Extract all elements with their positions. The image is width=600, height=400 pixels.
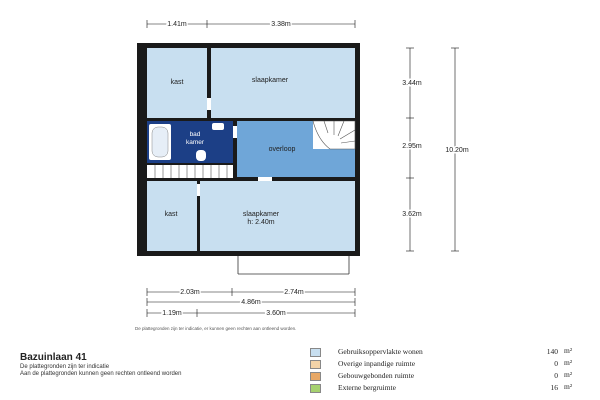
dim-bottom-4: 3.60m	[266, 310, 286, 317]
dim-right-1: 3.44m	[402, 80, 422, 87]
legend-value: 16	[550, 383, 558, 392]
label-slaapkamer-bottom: slaapkamer	[242, 211, 280, 218]
legend-row	[310, 359, 580, 371]
label-slaapkamer-top: slaapkamer	[251, 77, 289, 84]
legend-value: 0	[554, 371, 558, 380]
label-slaapkamer-bottom-height: h: 2.40m	[247, 219, 275, 226]
dim-top-left: 1.41m	[167, 21, 187, 28]
toilet-icon	[196, 150, 206, 161]
bathtub-icon	[149, 124, 171, 160]
disclaimer-line-1: De plattegronden zijn ter indicatie	[20, 364, 110, 370]
dim-bottom-total: 4.86m	[241, 299, 261, 306]
property-title: Bazuinlaan 41	[20, 352, 87, 363]
legend-unit: m²	[564, 358, 573, 367]
disclaimer-line-2: Aan de plattegronden kunnen geen rechten ontleend worden	[20, 371, 182, 377]
plan-caption: De plattegronden zijn ter indicatie, er kunnen geen rechten aan ontleend worden.	[135, 326, 297, 331]
legend-unit: m²	[564, 346, 573, 355]
balcony	[238, 256, 349, 274]
legend-row	[310, 347, 580, 359]
dim-bottom-1: 2.03m	[180, 289, 200, 296]
dim-right-3: 3.62m	[402, 211, 422, 218]
legend-value: 140	[546, 347, 558, 356]
legend-swatch	[310, 372, 321, 381]
dimension-bottom-row1	[147, 288, 355, 296]
label-kast-bottom: kast	[164, 211, 178, 218]
legend-swatch	[310, 360, 321, 369]
dim-right-total: 10.20m	[445, 147, 469, 154]
legend-unit: m²	[564, 370, 573, 379]
legend-value: 0	[554, 359, 558, 368]
dim-right-2: 2.95m	[402, 143, 422, 150]
room-stair-area	[147, 165, 233, 178]
dim-top-right: 3.38m	[271, 21, 291, 28]
door-kast-top	[207, 98, 211, 110]
label-kast-top: kast	[170, 79, 184, 86]
legend-label: Gebruiksoppervlakte wonen	[338, 347, 423, 356]
label-badkamer-2: kamer	[185, 139, 205, 146]
legend-label: Overige inpandige ruimte	[338, 359, 416, 368]
door-kast-bottom	[197, 184, 200, 196]
dim-bottom-3: 1.19m	[162, 310, 182, 317]
door-slaapkamer-bottom	[258, 177, 272, 181]
legend-label: Externe bergruimte	[338, 383, 396, 392]
door-badkamer	[233, 126, 237, 138]
legend-row	[310, 371, 580, 383]
dim-bottom-2: 2.74m	[284, 289, 304, 296]
stair-spiral	[313, 121, 355, 149]
legend-unit: m²	[564, 382, 573, 391]
legend-row	[310, 383, 580, 395]
area-legend	[310, 347, 580, 395]
legend-swatch	[310, 348, 321, 357]
label-overloop: overloop	[268, 146, 296, 153]
label-badkamer-1: bad	[189, 131, 201, 138]
legend-label: Gebouwgebonden ruimte	[338, 371, 415, 380]
sink-icon	[212, 123, 224, 130]
legend-swatch	[310, 384, 321, 393]
